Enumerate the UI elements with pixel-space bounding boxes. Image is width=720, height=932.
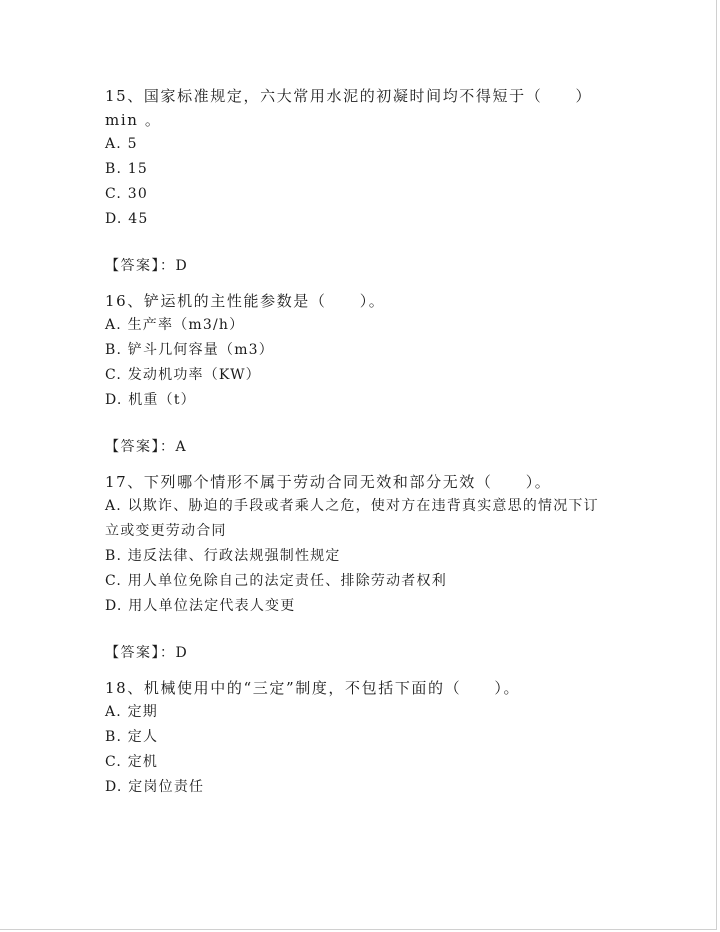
option-d: D. 定岗位责任 xyxy=(105,779,205,795)
option-a: A. 5 xyxy=(105,136,138,152)
question-16 xyxy=(105,289,625,470)
option-b: B. 15 xyxy=(105,161,149,177)
option-c: C. 30 xyxy=(105,186,148,202)
answer-value: D xyxy=(175,258,189,274)
question-15 xyxy=(105,84,625,289)
answer-label: 【答案】： xyxy=(105,258,176,274)
option-b: B. 铲斗几何容量（m3） xyxy=(105,342,274,358)
question-title: 16、铲运机的主性能参数是（ ）。 xyxy=(105,292,386,310)
option-c: C. 发动机功率（KW） xyxy=(105,367,261,383)
option-a: A. 以欺诈、胁迫的手段或者乘人之危，使对方在违背真实意思的情况下订立或变更劳动合同 xyxy=(105,498,599,539)
answer-line xyxy=(105,641,625,665)
option-c: C. 用人单位免除自己的法定责任、排除劳动者权利 xyxy=(105,573,447,589)
option-b: B. 违反法律、行政法规强制性规定 xyxy=(105,548,341,564)
option-a: A. 定期 xyxy=(105,704,159,720)
question-18 xyxy=(105,676,625,800)
question-title: 18、机械使用中的“三定”制度，不包括下面的（ ）。 xyxy=(105,679,521,697)
answer-line xyxy=(105,254,625,278)
question-title: 17、下列哪个情形不属于劳动合同无效和部分无效（ ）。 xyxy=(105,473,552,491)
answer-value: D xyxy=(175,645,189,661)
option-d: D. 机重（t） xyxy=(105,392,196,408)
answer-label: 【答案】： xyxy=(105,645,176,661)
question-list xyxy=(105,84,625,800)
option-a: A. 生产率（m3/h） xyxy=(105,317,245,333)
answer-label: 【答案】： xyxy=(105,439,176,455)
option-d: D. 用人单位法定代表人变更 xyxy=(105,598,296,614)
option-c: C. 定机 xyxy=(105,754,159,770)
question-title: 15、国家标准规定，六大常用水泥的初凝时间均不得短于（ ）min 。 xyxy=(105,87,593,129)
answer-value: A xyxy=(175,439,188,455)
option-d: D. 45 xyxy=(105,211,149,227)
option-b: B. 定人 xyxy=(105,729,159,745)
question-17 xyxy=(105,470,625,676)
answer-line xyxy=(105,435,625,459)
